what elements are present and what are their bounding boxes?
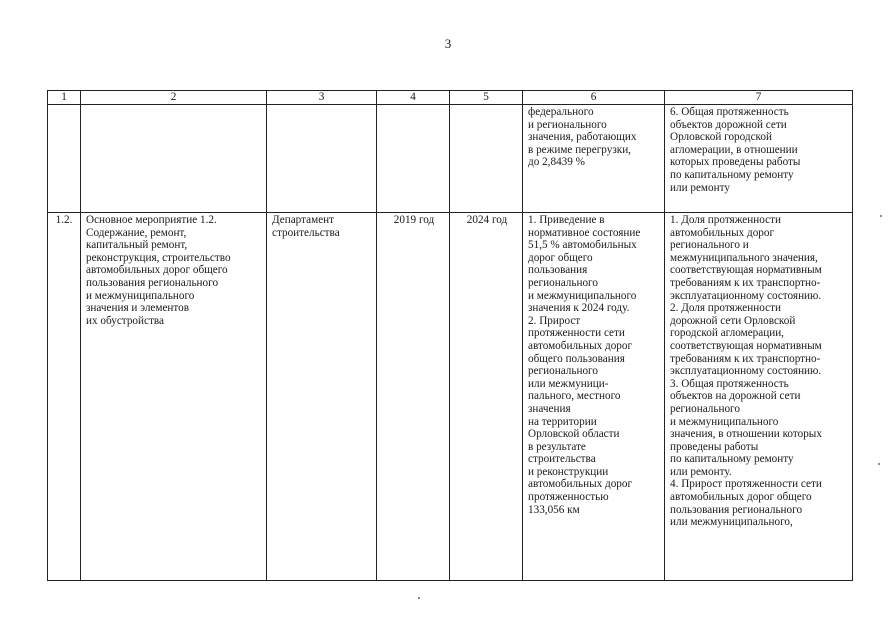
table-row xyxy=(48,213,853,581)
indicator-cell: 1. Доля протяженности автомобильных дорог регионального и межмуниципального значения, соответствующая нормативным требованиям к их транспортно- эксплуатационному состоянию. 2. Доля протяженности дорожной сети Орловской городской агломерации, соответствующая нормативным требованиям к их транспортно- эксплуатационному состоянию. 3. Общая протяженность объектов на дорожной сети регионального и межмуниципального значения, в отношении которых проведены работы по капитальному ремонту или ремонту. 4. Прирост протяженности сети автомобильных дорог общего пользования регионального или межмуниципального, xyxy=(665,213,853,581)
expected-result-cell: 1. Приведение в нормативное состояние 51,5 % автомобильных дорог общего пользования регионального и межмуниципального значения к 2024 году. 2. Прирост протяженности сети автомобильных дорог общего пользования регионального или межмуници- пального, местного значения на территории Орловской области в результате строительства и реконструкции автомобильных дорог протяженностью 133,056 км xyxy=(523,213,665,581)
activity-cell xyxy=(81,105,267,213)
scan-speck xyxy=(418,597,420,599)
row-number-cell xyxy=(48,105,81,213)
table-header-row xyxy=(48,91,853,105)
activity-cell: Основное мероприятие 1.2. Содержание, ремонт, капитальный ремонт, реконструкция, строительство автомобильных дорог общего пользования регионального и межмуниципального значения и элементов их обустройства xyxy=(81,213,267,581)
scan-speck xyxy=(878,463,880,465)
column-header: 7 xyxy=(665,91,853,105)
end-year-cell: 2024 год xyxy=(450,213,523,581)
indicator-cell: 6. Общая протяженность объектов дорожной сети Орловской городской агломерации, в отношении которых проведены работы по капитальному ремонту или ремонту xyxy=(665,105,853,213)
executor-cell xyxy=(267,105,377,213)
executor-cell: Департамент строительства xyxy=(267,213,377,581)
column-header: 6 xyxy=(523,91,665,105)
start-year-cell xyxy=(377,105,450,213)
page-number: 3 xyxy=(444,36,452,51)
program-table xyxy=(47,90,853,581)
expected-result-cell: федерального и регионального значения, работающих в режиме перегрузки, до 2,8439 % xyxy=(523,105,665,213)
scan-speck xyxy=(880,215,882,217)
row-number-cell: 1.2. xyxy=(48,213,81,581)
end-year-cell xyxy=(450,105,523,213)
column-header: 2 xyxy=(81,91,267,105)
column-header: 4 xyxy=(377,91,450,105)
start-year-cell: 2019 год xyxy=(377,213,450,581)
column-header: 1 xyxy=(48,91,81,105)
column-header: 5 xyxy=(450,91,523,105)
column-header: 3 xyxy=(267,91,377,105)
table-row xyxy=(48,105,853,213)
